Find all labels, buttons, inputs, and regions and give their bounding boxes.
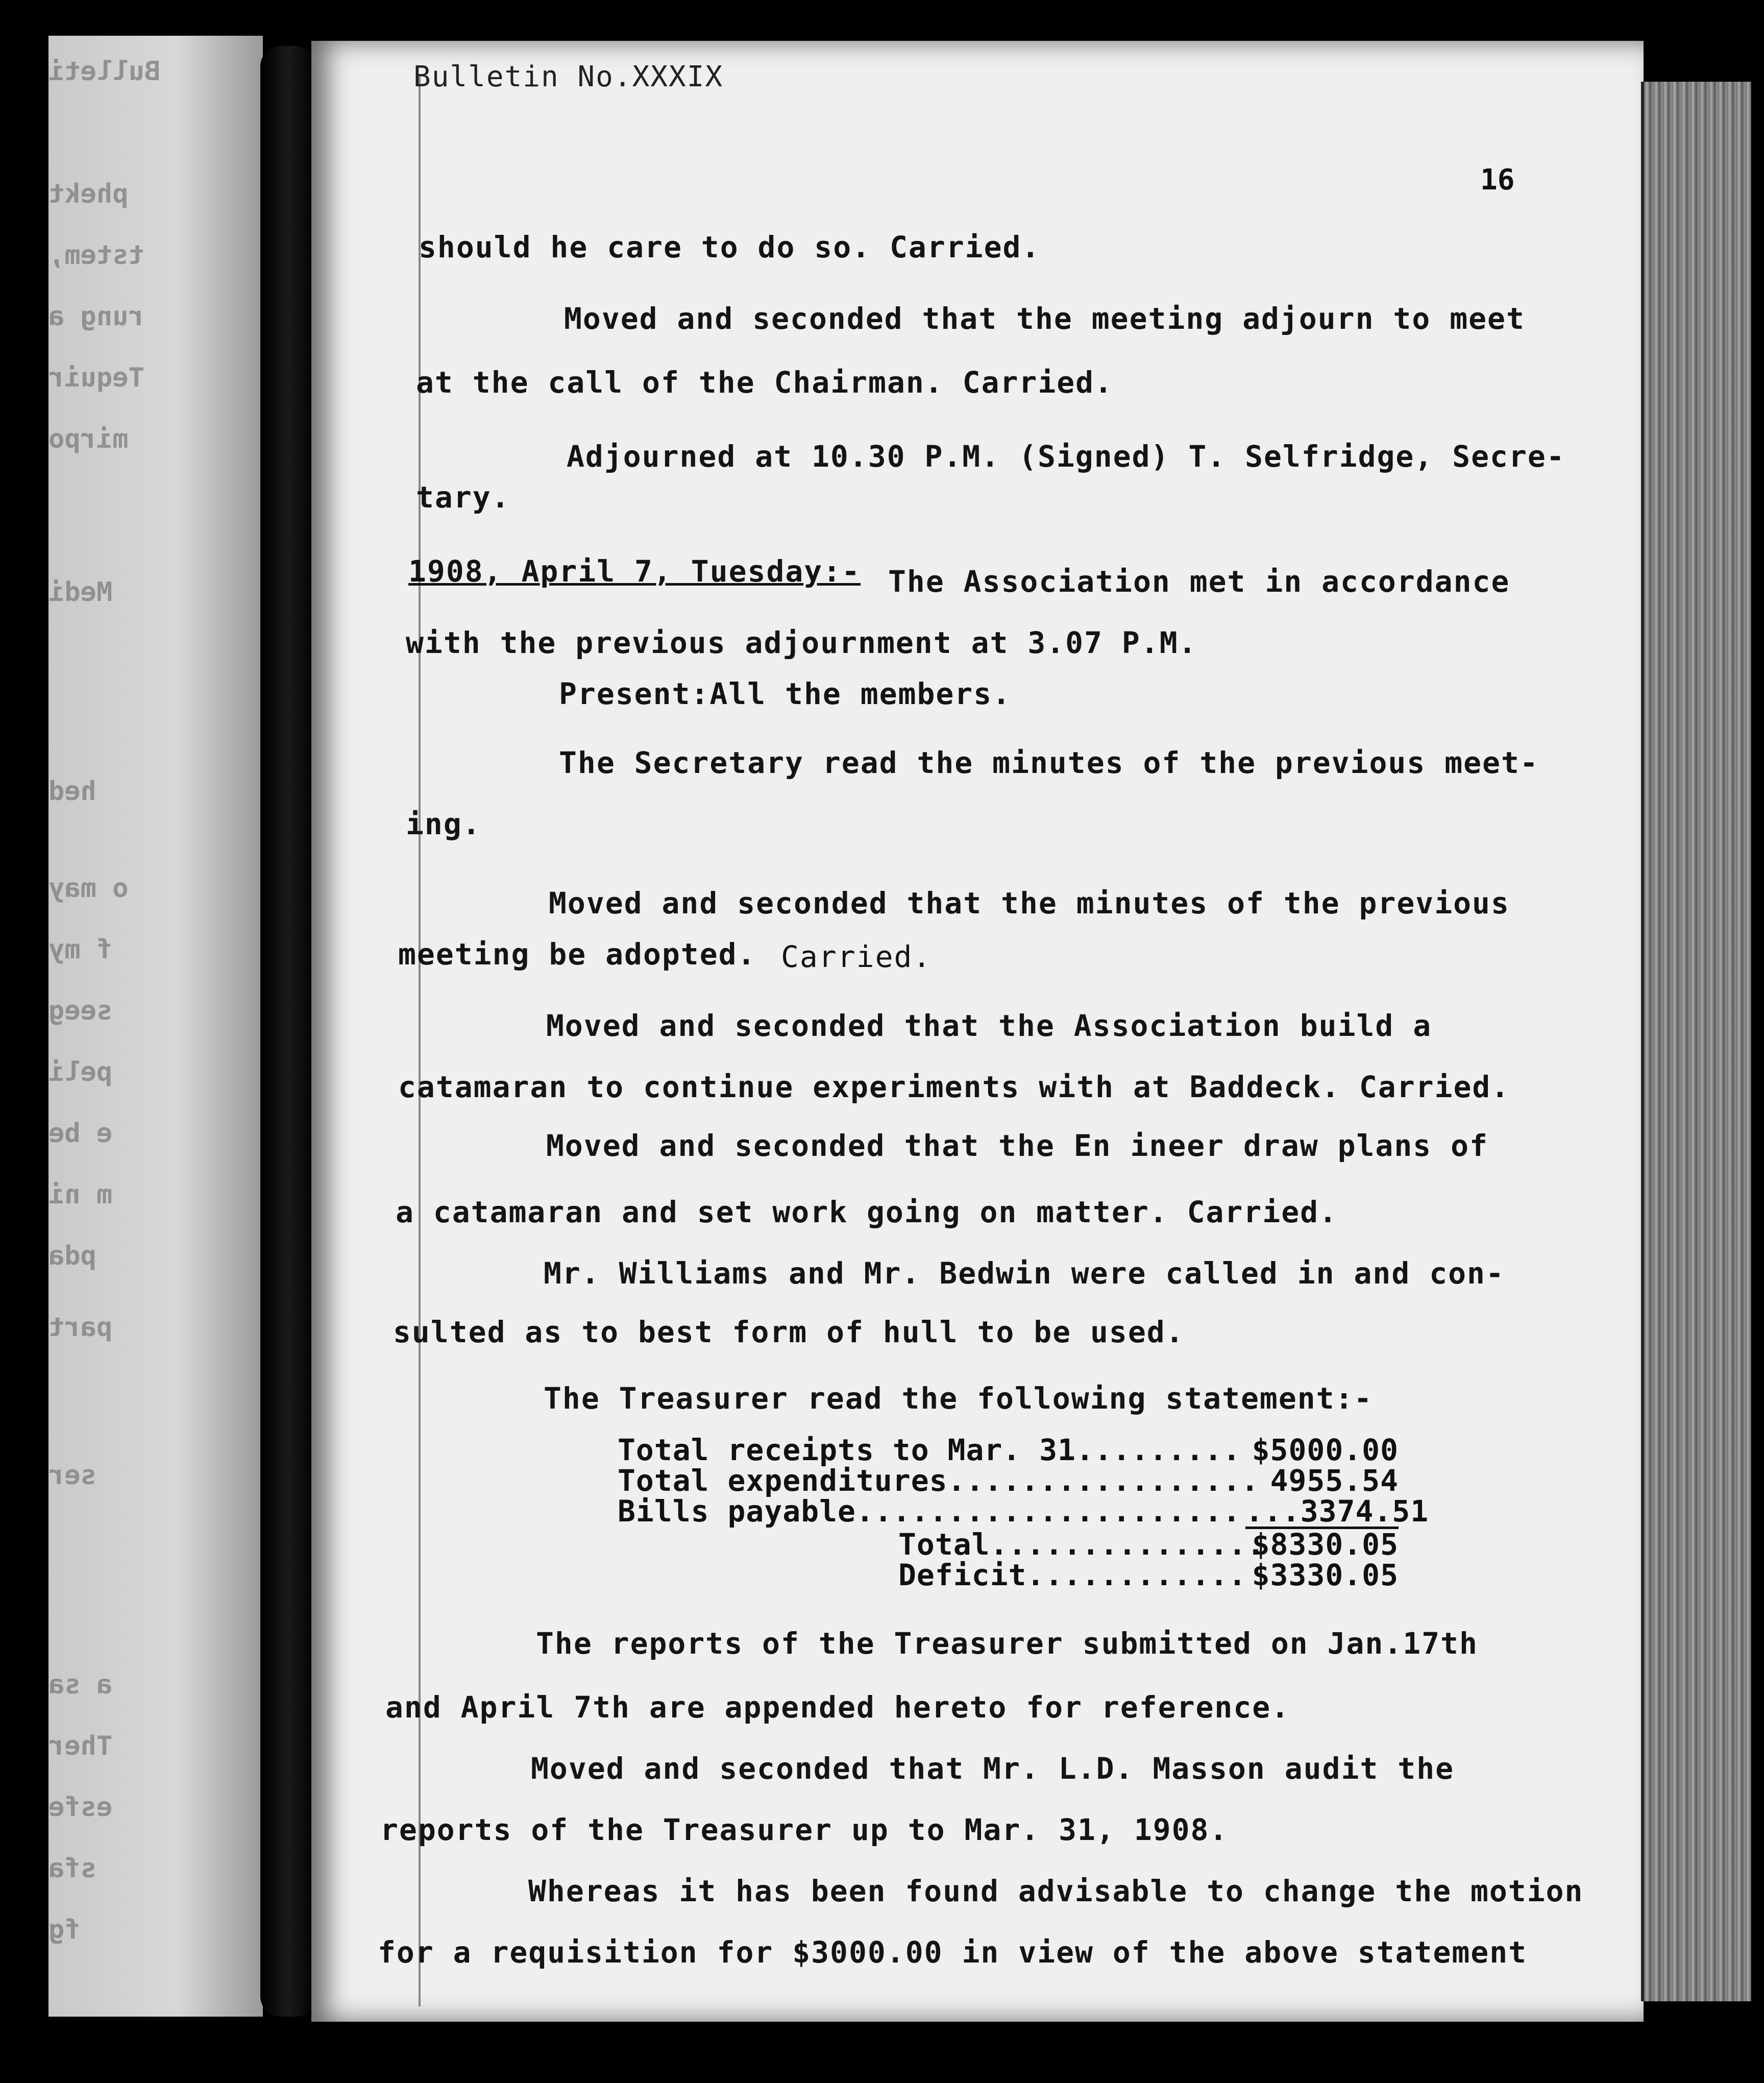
ghost-text: fg: [48, 1915, 81, 1945]
statement-amount: $3330.05: [1252, 1558, 1399, 1592]
ghost-text: pda: [48, 1241, 96, 1271]
ghost-text: part: [48, 1312, 113, 1343]
statement-row: [618, 1465, 1399, 1496]
text-line: tary.: [416, 480, 510, 515]
text-line: Present:All the members.: [559, 676, 1012, 711]
bulletin-header: Bulletin No.XXXIX: [413, 60, 724, 93]
statement-amount: 4955.54: [1270, 1463, 1399, 1498]
ghost-text: esfe: [48, 1792, 113, 1823]
ghost-text: peli: [48, 1057, 113, 1087]
ghost-text: Tequir: [48, 362, 144, 393]
ghost-text: m ni: [48, 1179, 113, 1210]
ghost-text: sfa: [48, 1853, 96, 1884]
ghost-text: hed: [48, 776, 96, 807]
statement-row: [618, 1494, 1429, 1529]
statement-amount: ...3374.51: [1245, 1494, 1429, 1529]
ghost-text: phekt: [48, 179, 129, 209]
page-edges: [1641, 82, 1751, 2001]
treasurer-statement: [618, 1433, 1429, 1592]
statement-amount: $8330.05: [1252, 1527, 1399, 1562]
text-line: should he care to do so. Carried.: [419, 230, 1041, 264]
page-number: 16: [1480, 163, 1515, 197]
text-line: a catamaran and set work going on matter. Carried.: [396, 1195, 1338, 1229]
ghost-text: Bulleti: [48, 56, 161, 87]
ghost-text: seeg: [48, 996, 113, 1026]
text-line: Mr. Williams and Mr. Bedwin were called in and con-: [544, 1256, 1505, 1291]
book-gutter: [260, 46, 316, 2017]
ghost-text: Ther: [48, 1731, 113, 1761]
text-line: meeting be adopted.: [398, 937, 756, 972]
text-line: Adjourned at 10.30 P.M. (Signed) T. Selfridge, Secre-: [567, 439, 1565, 474]
text-line: The Treasurer read the following statement:-: [544, 1381, 1373, 1416]
statement-label: Total...............: [898, 1527, 1265, 1562]
text-line: catamaran to continue experiments with at Baddeck. Carried.: [398, 1070, 1510, 1104]
text-line: reports of the Treasurer up to Mar. 31, 1908.: [380, 1812, 1229, 1847]
ghost-text: e be: [48, 1118, 113, 1149]
text-line: Moved and seconded that Mr. L.D. Masson audit the: [531, 1751, 1455, 1786]
text-line: with the previous adjournment at 3.07 P.M.: [406, 625, 1197, 660]
text-line: Moved and seconded that the Association build a: [546, 1008, 1432, 1043]
statement-row: [618, 1529, 1399, 1560]
statement-row: [618, 1435, 1399, 1465]
left-facing-page: [48, 36, 263, 2017]
text-line: Moved and seconded that the meeting adjourn to meet: [564, 301, 1525, 336]
text-line: for a requisition for $3000.00 in view of the above statement: [378, 1935, 1528, 1970]
text-line: sulted as to best form of hull to be used.: [393, 1315, 1185, 1349]
text-line: Whereas it has been found advisable to change the motion: [528, 1874, 1584, 1908]
statement-label: Bills payable.....................: [618, 1494, 1241, 1529]
ghost-text: Medi: [48, 577, 113, 608]
text-line: at the call of the Chairman. Carried.: [416, 365, 1114, 400]
ghost-text: ser: [48, 1460, 96, 1491]
statement-label: Total expenditures.................: [618, 1463, 1260, 1498]
ghost-text: o may: [48, 873, 129, 904]
ghost-text: mirpo: [48, 424, 129, 454]
ghost-text: a sa: [48, 1669, 113, 1700]
text-line: Moved and seconded that the minutes of the previous: [549, 886, 1510, 921]
statement-label: Total receipts to Mar. 31.........: [618, 1433, 1241, 1467]
ghost-text: f my: [48, 934, 113, 965]
statement-label: Deficit............: [898, 1558, 1247, 1592]
text-line: Moved and seconded that the En ineer draw plans of: [546, 1128, 1488, 1163]
text-line: The Association met in accordance: [888, 564, 1510, 599]
text-line: The reports of the Treasurer submitted on Jan.17th: [536, 1626, 1478, 1661]
ghost-text: tstem,: [48, 240, 144, 271]
text-line: The Secretary read the minutes of the previous meet-: [559, 745, 1539, 780]
ghost-text: rung a: [48, 301, 144, 332]
text-line: and April 7th are appended hereto for reference.: [385, 1690, 1290, 1725]
statement-row: [618, 1560, 1399, 1590]
text-line: ing.: [406, 807, 481, 841]
meeting-date: 1908, April 7, Tuesday:-: [408, 554, 861, 589]
statement-amount: $5000.00: [1252, 1433, 1399, 1467]
text-line: Carried.: [781, 939, 932, 974]
